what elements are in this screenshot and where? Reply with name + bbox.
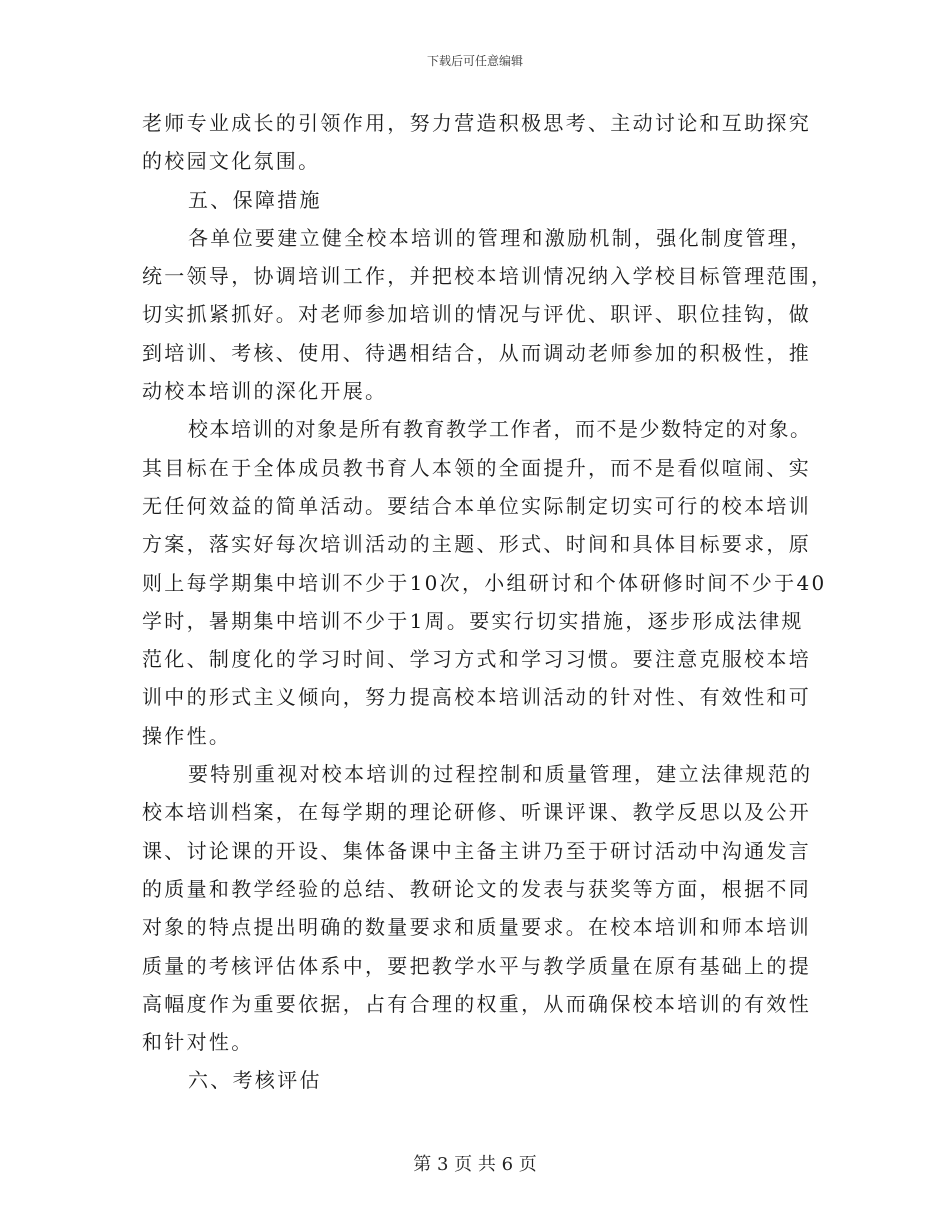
section-heading: 六、考核评估 (188, 1068, 322, 1093)
section-heading: 五、保障措施 (188, 187, 322, 212)
paragraph-line: 学时，暑期集中培训不少于1周。要实行切实措施，逐步形成法律规 (142, 608, 804, 633)
paragraph-line: 到培训、考核、使用、待遇相结合，从而调动老师参加的积极性，推 (142, 340, 811, 365)
paragraph-line: 无任何效益的简单活动。要结合本单位实际制定切实可行的校本培训 (142, 493, 811, 518)
paragraph-line: 高幅度作为重要依据，占有合理的权重，从而确保校本培训的有效性 (142, 991, 811, 1016)
document-body (142, 104, 834, 1100)
paragraph-line: 对象的特点提出明确的数量要求和质量要求。在校本培训和师本培训 (142, 915, 811, 940)
paragraph-line: 其目标在于全体成员教书育人本领的全面提升，而不是看似喧闹、实 (142, 455, 811, 480)
paragraph-line: 动校本培训的深化开展。 (142, 379, 388, 404)
paragraph-line: 质量的考核评估体系中，要把教学水平与教学质量在原有基础上的提 (142, 953, 811, 978)
page-number: 第 3 页 共 6 页 (413, 1154, 537, 1175)
paragraph-line: 老师专业成长的引领作用，努力营造积极思考、主动讨论和互助探究 (142, 111, 811, 135)
paragraph-line: 范化、制度化的学习时间、学习方式和学习习惯。要注意克服校本培 (142, 647, 811, 672)
paragraph-line: 方案，落实好每次培训活动的主题、形式、时间和具体目标要求，原 (142, 532, 811, 557)
paragraph-line: 的质量和教学经验的总结、教研论文的发表与获奖等方面，根据不同 (142, 876, 811, 901)
paragraph-line: 训中的形式主义倾向，努力提高校本培训活动的针对性、有效性和可 (142, 685, 811, 710)
paragraph-line: 和针对性。 (142, 1030, 254, 1055)
paragraph-line: 校本培训档案，在每学期的理论研修、听课评课、教学反思以及公开 (142, 800, 811, 825)
paragraph-line: 切实抓紧抓好。对老师参加培训的情况与评优、职评、职位挂钩，做 (142, 302, 811, 327)
paragraph-line: 课、讨论课的开设、集体备课中主备主讲乃至于研讨活动中沟通发言 (142, 838, 811, 863)
paragraph-line: 的校园文化氛围。 (142, 149, 321, 174)
paragraph-line: 则上每学期集中培训不少于10次，小组研讨和个体研修时间不少于40 (142, 570, 827, 595)
paragraph-line: 统一领导，协调培训工作，并把校本培训情况纳入学校目标管理范围， (142, 264, 834, 289)
paragraph-line: 校本培训的对象是所有教育教学工作者，而不是少数特定的对象。 (188, 417, 812, 442)
paragraph-line: 各单位要建立健全校本培训的管理和激励机制，强化制度管理， (188, 225, 813, 250)
paragraph-line: 要特别重视对校本培训的过程控制和质量管理，建立法律规范的 (188, 762, 813, 787)
paragraph-line: 操作性。 (142, 723, 232, 748)
page-header: 下载后可任意编辑 (426, 54, 523, 68)
